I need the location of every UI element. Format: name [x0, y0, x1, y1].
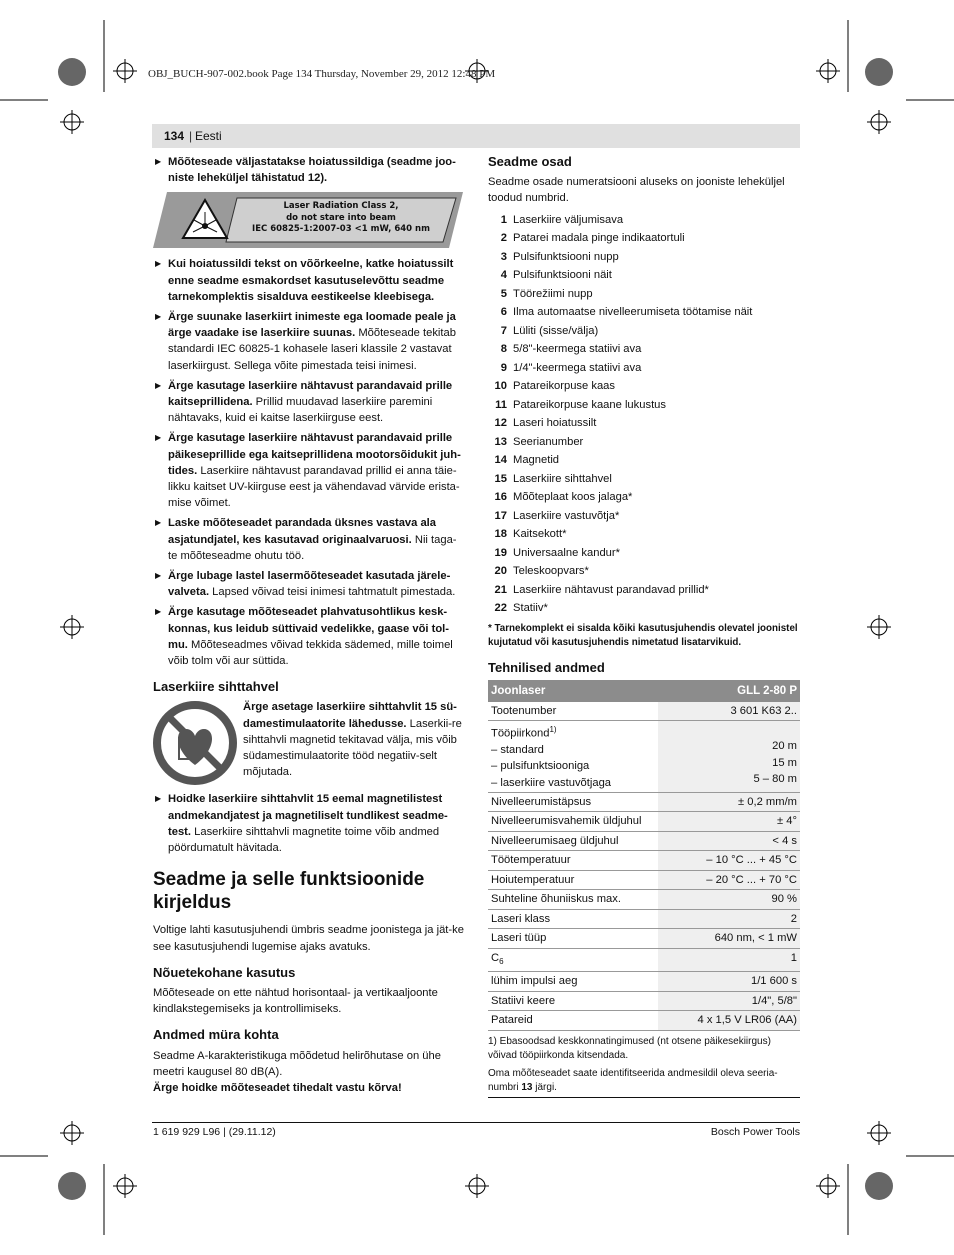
spec-value: 1 — [658, 948, 800, 971]
footer-right: Bosch Power Tools — [710, 1126, 800, 1138]
spec-label: lühim impulsi aeg — [488, 972, 658, 992]
part-number: 9 — [500, 361, 507, 374]
part-number: 17 — [494, 509, 507, 522]
part-label: Statiiv* — [513, 602, 548, 615]
table-row — [488, 851, 800, 871]
part-number: 5 — [500, 287, 507, 300]
part-item — [488, 451, 800, 470]
part-item — [488, 562, 800, 581]
section-title: Seadme ja selle funktsioonide kirjeldus — [153, 869, 425, 914]
part-number: 12 — [494, 417, 507, 430]
part-number: 1 — [500, 213, 507, 226]
part-label: Teleskoopvars* — [513, 565, 589, 578]
part-label: Universaalne kandur* — [513, 546, 620, 559]
part-number: 10 — [494, 380, 507, 393]
page-header-bar — [152, 124, 800, 148]
part-label: Pulsifunktsiooni nupp — [513, 250, 619, 263]
part-item — [488, 285, 800, 304]
heading-noise: Andmed müra kohta — [153, 1027, 279, 1043]
part-number: 11 — [495, 398, 507, 411]
table-row — [488, 991, 800, 1011]
label-line-2: do not stare into beam — [286, 212, 396, 223]
spec-value — [658, 721, 800, 793]
range-label: – pulsifunktsiooniga — [491, 760, 590, 773]
table-header-label: Joonlaser — [488, 680, 658, 702]
spec-label: Patareid — [488, 1011, 658, 1031]
part-label: Laserkiire sihttahvel — [513, 472, 612, 485]
footer-rule — [152, 1122, 800, 1123]
footnote-1: 1) Ebasoodsad keskkonnatingimused (nt otsene päikesekiirgus) võivad tööpiirkonda kitsendada. — [488, 1035, 771, 1061]
range-label: – laserkiire vastuvõtjaga — [491, 776, 612, 789]
intro-text: Voltige lahti kasutusjuhendi ümbris seadme joonistega ja jät-ke see kasutusjuhendi lugemise ajaks avatuks. — [153, 924, 464, 953]
part-item — [488, 470, 800, 489]
part-number: 15 — [494, 472, 507, 485]
part-number: 20 — [494, 565, 507, 578]
spec-label: Suhteline õhuniiskus max. — [488, 890, 658, 910]
part-item — [488, 211, 800, 230]
range-value: 15 m — [772, 756, 797, 769]
spec-label: Nivelleerumisvahemik üldjuhul — [488, 812, 658, 832]
part-label: Laserkiire vastuvõtja* — [513, 509, 620, 522]
spec-label: Laseri klass — [488, 909, 658, 929]
table-row-range — [488, 721, 800, 793]
part-label: Patareikorpuse kaas — [513, 380, 615, 393]
bullet-magnetic-media: ▶ Hoidke laserkiire sihttahvlit 15 eemal magnetilistest andmekandjatest ja magnetiliselt tundlikest seadme-test. Laserkiire sihttahvli magnetite toime võib andmed pöördumatult hävitada. — [153, 791, 465, 856]
part-label: Patarei madala pinge indikaatortuli — [513, 232, 685, 245]
spec-value: 1/4", 5/8" — [658, 991, 800, 1011]
spec-label: Statiivi keere — [488, 991, 658, 1011]
part-item — [488, 266, 800, 285]
part-item — [488, 414, 800, 433]
spec-value: – 20 °C ... + 70 °C — [658, 870, 800, 890]
right-column — [488, 154, 800, 1098]
part-number: 21 — [494, 583, 507, 596]
pacemaker-prohibited-icon — [153, 699, 239, 785]
bullet-glasses-not-protective: ▶ Ärge kasutage laserkiire nähtavust parandavaid prille kaitseprillidena. Prillid muudavad laserkiire paremini nähtavaks, kuid ei kaitse laserkiirguse eest. — [153, 378, 465, 427]
part-item — [488, 507, 800, 526]
part-item — [488, 248, 800, 267]
bullet-glasses-driving: ▶ Ärge kasutage laserkiire nähtavust parandavaid prille päikeseprillide ega kaitseprillidena mootorsõidukit juh-tides. Laserkiire nähtavust parandavad prillid ei anna täie-likku kaitset UV-kiirguse eest ja vähendavad värvide erista-mise võimet. — [153, 430, 465, 511]
part-label: Laserkiire väljumisava — [513, 213, 624, 226]
heading-parts: Seadme osad — [488, 154, 572, 169]
heading-target-plate: Laserkiire sihttahvel — [153, 679, 279, 695]
part-number: 13 — [494, 435, 507, 448]
label-line-3: IEC 60825-1:2007-03 <1 mW, 640 nm — [252, 224, 430, 235]
part-label: 1/4"-keermega statiivi ava — [513, 361, 642, 374]
part-item — [488, 340, 800, 359]
spec-value: 640 nm, < 1 mW — [658, 929, 800, 949]
bullet-warning-label: ▶ Mõõteseade väljastatakse hoiatussildiga (seadme joo-niste leheküljel tähistatud 12). — [153, 154, 465, 186]
bullet-foreign-label: ▶ Kui hoiatussildi tekst on võõrkeelne, katke hoiatussilt enne seadme esmakordset kasutuselevõttu seadme tarnekomplektis sisalduva eestikeelse kleebisega. — [153, 256, 465, 305]
part-item — [488, 396, 800, 415]
spec-label: $C_6$ — [488, 948, 658, 971]
part-item — [488, 599, 800, 618]
spec-value: 1/1 600 s — [658, 972, 800, 992]
bullet-do-not-point: ▶ Ärge suunake laserkiirt inimeste ega loomade peale ja ärge vaadake ise laserkiire suunas. Mõõteseade tekitab standardi IEC 60825-1 kohasele laseri klassile 2 vastavat laserkiirgust. Sellega võite pimestada teisi inimesi. — [153, 309, 465, 374]
page-number: 134 — [164, 129, 185, 143]
spec-value: 2 — [658, 909, 800, 929]
part-number: 7 — [500, 324, 507, 337]
table-row — [488, 909, 800, 929]
page-divider: | — [189, 129, 193, 143]
part-label: 5/8"-keermega statiivi ava — [513, 343, 642, 356]
part-label: Töörežiimi nupp — [513, 287, 593, 300]
left-column — [153, 154, 465, 1096]
spec-label: Hoiutemperatuur — [488, 870, 658, 890]
part-label: Mõõteplaat koos jalaga* — [513, 491, 633, 504]
table-row — [488, 812, 800, 832]
part-number: 18 — [494, 528, 507, 541]
parts-intro: Seadme osade numeratsiooni aluseks on jooniste leheküljel toodud numbrid. — [488, 176, 785, 205]
part-label: Lüliti (sisse/välja) — [513, 324, 599, 337]
part-label: Laseri hoiatussilt — [513, 417, 597, 430]
spec-value: ± 0,2 mm/m — [658, 792, 800, 812]
parts-list — [488, 211, 800, 618]
spec-value: 4 x 1,5 V LR06 (AA) — [658, 1011, 800, 1031]
part-number: 8 — [500, 343, 507, 356]
spec-value: – 10 °C ... + 45 °C — [658, 851, 800, 871]
part-item — [488, 433, 800, 452]
table-row — [488, 702, 800, 721]
part-item — [488, 377, 800, 396]
part-number: 19 — [494, 546, 507, 559]
table-row — [488, 792, 800, 812]
part-number: 22 — [494, 602, 507, 615]
spec-value: < 4 s — [658, 831, 800, 851]
footnote-2: Oma mõõteseadet saate identifitseerida andmesildil oleva seeria-numbri 13 järgi. — [488, 1067, 800, 1098]
part-number: 6 — [500, 306, 507, 319]
noise-warning: Ärge hoidke mõõteseadet tihedalt vastu kõrva! — [153, 1081, 402, 1094]
part-number: 4 — [500, 269, 507, 282]
table-row — [488, 929, 800, 949]
part-label: Patareikorpuse kaane lukustus — [513, 398, 666, 411]
table-row — [488, 1011, 800, 1031]
footer-left: 1 619 929 L96 | (29.11.12) — [153, 1126, 276, 1138]
spec-label: Nivelleerumisaeg üldjuhul — [488, 831, 658, 851]
part-number: 16 — [494, 491, 507, 504]
heading-tech-data: Tehnilised andmed — [488, 659, 605, 675]
spec-label: Töötemperatuur — [488, 851, 658, 871]
part-label: Laserkiire nähtavust parandavad prillid* — [513, 583, 709, 596]
part-label: Magnetid — [513, 454, 560, 467]
table-row — [488, 831, 800, 851]
intended-use-text: Mõõteseade on ette nähtud horisontaal- ja vertikaaljoonte kindlakstegemiseks ja kontrollimiseks. — [153, 986, 438, 1016]
part-item — [488, 488, 800, 507]
spec-value: 3 601 K63 2.. — [658, 702, 800, 721]
part-label: Kaitsekott* — [513, 528, 567, 541]
part-item — [488, 525, 800, 544]
part-item — [488, 229, 800, 248]
part-number: 3 — [500, 250, 507, 263]
part-item — [488, 581, 800, 600]
spec-label: Nivelleerumistäpsus — [488, 792, 658, 812]
table-row — [488, 948, 800, 971]
pacemaker-warning: Ärge asetage laserkiire sihttahvlit 15 sü-damestimulaatorite lähedusse. Laserkii-re sihttahvli magnetid tekitavad välja, mis võib südamestimulaatorite tööd negatiiv-selt mõjutada. — [153, 699, 465, 785]
spec-value: 90 % — [658, 890, 800, 910]
part-number: 2 — [500, 232, 507, 245]
heading-intended-use: Nõuetekohane kasutus — [153, 964, 296, 980]
table-row — [488, 972, 800, 992]
part-item — [488, 303, 800, 322]
page-language: Eesti — [195, 129, 222, 143]
bullet-explosive: ▶ Ärge kasutage mõõteseadet plahvatusohtlikus kesk-konnas, kus leidub süttivaid vedelikke, gaase või tol-mu. Mõõteseadmes võivad tekkida sädemed, mille toimel võib tolm või aur süttida. — [153, 604, 465, 669]
laser-warning-label — [153, 192, 465, 248]
print-header: OBJ_BUCH-907-002.book Page 134 Thursday, November 29, 2012 12:48 PM — [148, 68, 496, 80]
spec-label: Tootenumber — [488, 702, 658, 721]
part-label: Seerianumber — [513, 435, 584, 448]
tech-table — [488, 680, 800, 1031]
label-line-1: Laser Radiation Class 2, — [283, 201, 399, 212]
range-label: – standard — [491, 744, 544, 757]
part-item — [488, 359, 800, 378]
spec-value: ± 4° — [658, 812, 800, 832]
range-value: 5 – 80 m — [753, 772, 797, 785]
noise-text: Seadme A-karakteristikuga mõõdetud helirõhutase on ühe meetri kaugusel 80 dB(A). — [153, 1049, 441, 1078]
table-row — [488, 890, 800, 910]
spec-label: Laseri tüüp — [488, 929, 658, 949]
part-label: Pulsifunktsiooni näit — [513, 269, 612, 282]
range-value: 20 m — [772, 740, 797, 753]
table-header-value: GLL 2-80 P — [658, 680, 800, 702]
part-number: 14 — [494, 454, 507, 467]
table-row — [488, 870, 800, 890]
parts-note: * Tarnekomplekt ei sisalda kõiki kasutusjuhendis olevatel joonistel kujutatud või kasutusjuhendis nimetatud lisatarvikuid. — [488, 622, 798, 648]
part-item — [488, 544, 800, 563]
bullet-children: ▶ Ärge lubage lastel lasermõõteseadet kasutada järele-valveta. Lapsed võivad teisi inimesi tahtmatult pimestada. — [153, 568, 465, 600]
spec-label: Tööpiirkond$^{1)}$ – standard – pulsifunktsiooniga – laserkiire vastuvõtjaga — [488, 721, 658, 793]
part-label: Ilma automaatse nivelleerumiseta töötamise näit — [513, 306, 753, 319]
bullet-repair: ▶ Laske mõõteseadet parandada üksnes vastava ala asjatundjatel, kes kasutavad originaalvaruosi. Nii taga-te mõõteseadme ohutu töö. — [153, 515, 465, 564]
part-item — [488, 322, 800, 341]
